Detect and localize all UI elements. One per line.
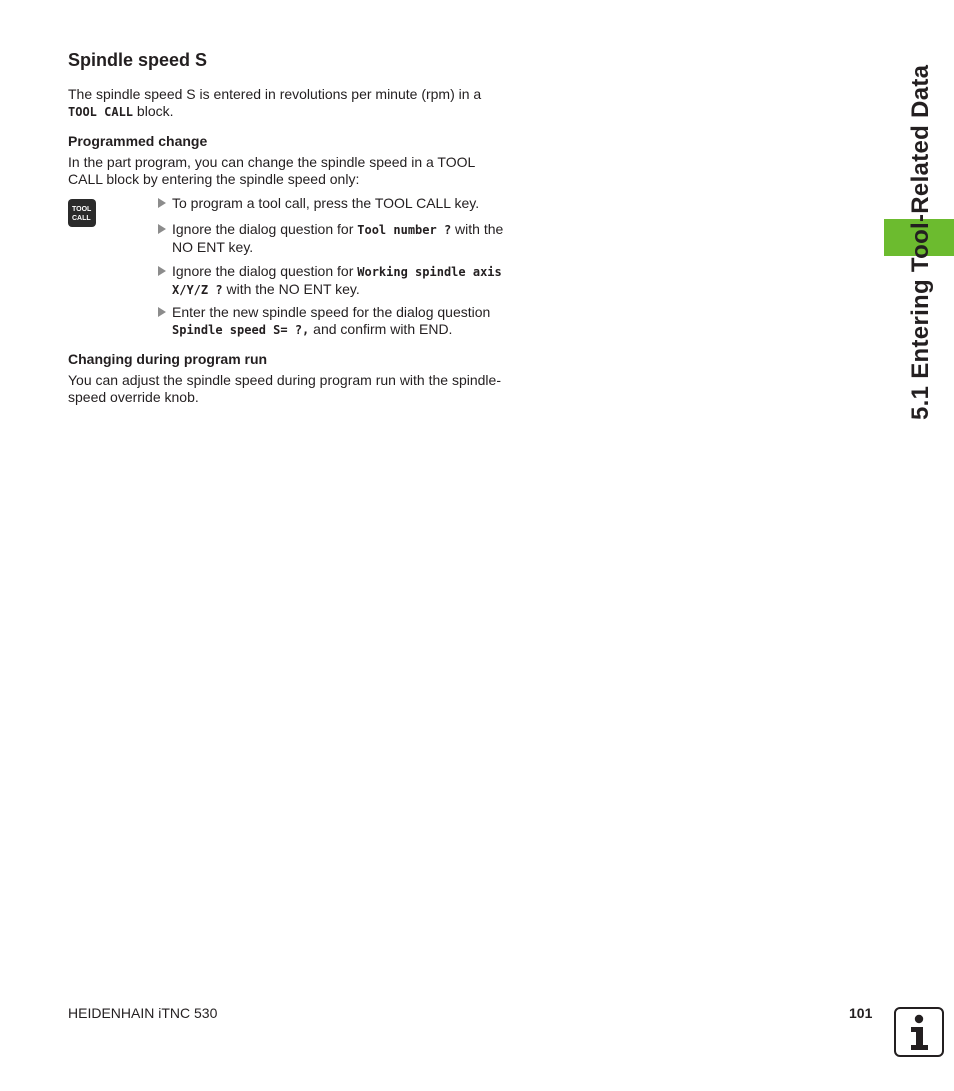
changing-during-run-text: You can adjust the spindle speed during program run with the spindle-speed override knob.: [68, 372, 501, 405]
key-label-line1: TOOL: [72, 206, 92, 213]
section-title: Spindle speed S: [68, 50, 208, 70]
programmed-change-text: In the part program, you can change the spindle speed in a TOOL CALL block by entering the spindle speed only:: [68, 154, 475, 187]
step-text: Enter the new spindle speed for the dialog question: [172, 304, 491, 320]
step-2: [158, 221, 513, 255]
arrow-icon: [158, 224, 166, 234]
arrow-icon: [158, 198, 166, 208]
arrow-icon: [158, 307, 166, 317]
info-glyph: [896, 1009, 942, 1055]
step-text: Ignore the dialog question for: [172, 221, 358, 237]
step-1: [158, 195, 518, 212]
step-text-end: with the NO ENT key.: [172, 221, 504, 255]
intro-text-end: block.: [133, 102, 174, 119]
step-code: Spindle speed S= ?,: [172, 322, 310, 337]
step-text-wrap: [172, 221, 513, 255]
step-text-end: and confirm with END.: [309, 320, 453, 337]
step-text: To program a tool call, press the TOOL CALL key.: [172, 195, 480, 211]
step-code: Tool number ?: [357, 223, 452, 237]
info-icon: [894, 1007, 944, 1057]
key-label-line2: CALL: [72, 215, 91, 222]
changing-during-run-heading: Changing during program run: [68, 351, 268, 367]
step-text-end: with the NO ENT key.: [222, 280, 360, 297]
page-number: 101: [849, 1005, 873, 1021]
intro-text: The spindle speed S is entered in revolutions per minute (rpm) in a: [68, 86, 482, 102]
tool-call-key-icon: [68, 199, 96, 227]
step-code: Working spindle axis X/Y/Z ?: [172, 265, 502, 297]
chapter-title: 5.1 Entering Tool-Related Data: [907, 64, 934, 420]
step-text-wrap: [172, 304, 518, 338]
footer-manual-name: HEIDENHAIN iTNC 530: [68, 1005, 218, 1021]
programmed-change-heading: Programmed change: [68, 133, 208, 149]
intro-paragraph: [68, 86, 508, 120]
step-text: Ignore the dialog question for: [172, 263, 358, 279]
step-3: [158, 263, 513, 298]
step-4: [158, 304, 518, 338]
step-text-wrap: [172, 263, 513, 298]
arrow-icon: [158, 266, 166, 276]
intro-code: TOOL CALL: [68, 104, 134, 119]
